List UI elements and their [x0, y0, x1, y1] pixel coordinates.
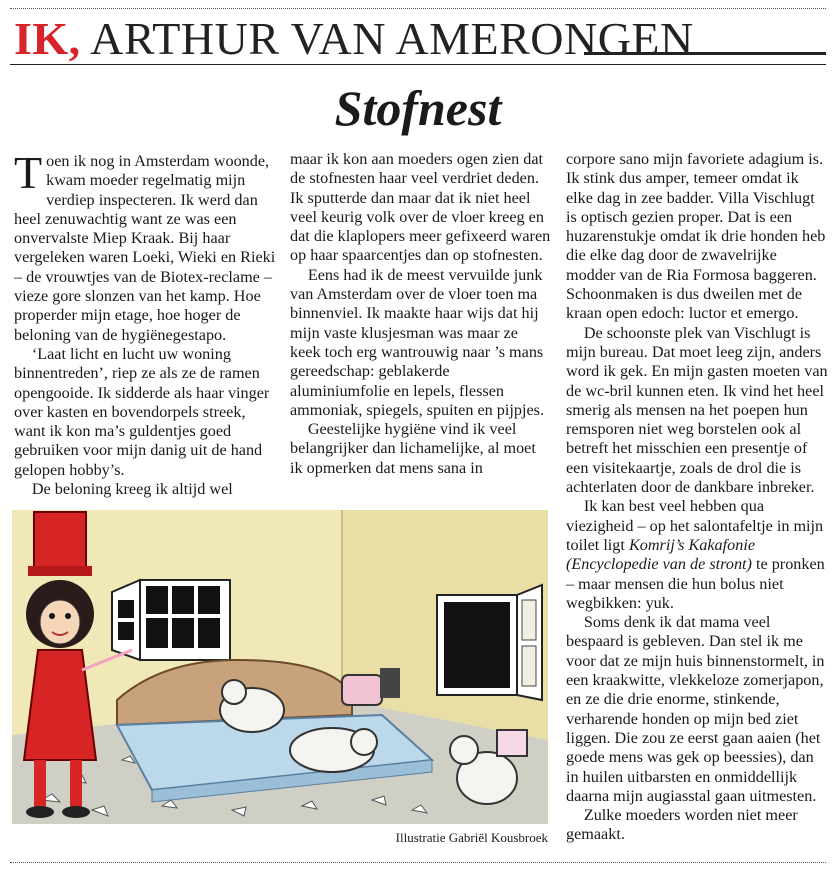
paragraph: oen ik nog in Amsterdam woonde, kwam moeder regelmatig mijn verdiep inspecteren. Ik werd dan heel zenuwachtig want ze was een onvervalste Miep Kraak. Bij haar vergeleken waren Loeki, Wieki en Rieki – de vrouwtjes van de Biotex-reclame – vieze gore slonzen van het kamp. Hoe properder mijn etage, hoe hoger de beloning van de hygiënegestapo.	[14, 152, 276, 344]
paragraph: Soms denk ik dat mama veel bespaard is gebleven. Dan stel ik me voor dat ze mijn huis binnenstormelt, in een kraakwitte, vlekkeloze zomerjapon, en ze die drie enorme, stinkende, verharende honden op mijn bed ziet liggen. Die zou ze eerst gaan aaien (het goede mens was gek op beessies), dan in huilen uitbarsten en onmiddellijk daarna mijn augiasstal gaan uitmesten.	[566, 613, 825, 805]
paragraph: corpore sano mijn favoriete adagium is. Ik stink dus amper, temeer omdat ik elke dag in zee badder. Villa Vischlugt is optisch gezien proper. Dat is een huzarenstukje omdat ik drie honden heb die elke dag door de zwavelrijke modder van de Ria Formosa baggeren. Schoonmaken is dus dweilen met de kraan open edoch: luctor et emergo.	[566, 150, 826, 323]
paragraph-text: Ik kan best veel hebben qua viezigheid – op het salontafeltje in mijn toilet ligt	[566, 497, 824, 554]
window-icon	[437, 585, 542, 700]
article-headline: Stofnest	[334, 80, 502, 136]
text-column-1	[14, 147, 276, 499]
text-column-2	[290, 150, 552, 478]
paragraph: Zulke moeders worden niet meer gemaakt.	[566, 806, 798, 844]
column-title	[14, 14, 694, 64]
header-rule	[584, 52, 826, 55]
paragraph: De beloning kreeg ik altijd wel	[31, 480, 233, 499]
window-icon	[112, 580, 230, 660]
drop-cap: T	[14, 147, 43, 198]
header-top-rule	[10, 8, 826, 9]
author-name: ARTHUR VAN AMERONGEN	[90, 13, 694, 64]
book-title: Komrij’s Kakafonie (Encyclopedie van de stront)	[566, 535, 756, 574]
illustration-caption: Illustratie Gabriël Kousbroek	[395, 830, 548, 845]
illustration-drawing	[12, 510, 548, 824]
text-column-3	[566, 150, 828, 845]
paragraph: ‘Laat licht en lucht uw woning binnentreden’, riep ze als ze de ramen opengooide. Ik sidderde als haar vinger over kasten en bovendorpels streek, want ik kon ma’s guldentjes goed gebruiken voor mijn danig uit de hand gelopen hobby’s.	[14, 344, 270, 479]
paragraph: De schoonste plek van Vischlugt is mijn bureau. Dat moet leeg zijn, anders word ik gek. En mijn gasten moeten van de wc-bril kunnen eten. Ik vind het heel smerig als mensen na het poepen hun remsporen niet weg borstelen ook al betreft het misschien een presentje of een visitekaartje, zoals de drol die is achterlaten door de dankbare inbreker.	[566, 323, 828, 497]
picture-frame-icon	[497, 730, 527, 756]
illustration	[12, 510, 548, 824]
header-bottom-rule	[10, 64, 826, 65]
paragraph: maar ik kon aan moeders ogen zien dat de stofnesten haar veel verdriet deden. Ik sputterde dan maar dat ik niet heel veel keurig volk over de vloer kreeg en dat die klaplopers meer gefixeerd waren op haar spaarcentjes dan op stofnesten.	[290, 150, 551, 265]
column-label: IK,	[14, 13, 81, 64]
paragraph-text: te pronken – maar mensen die hun bolus niet wegbikken: yuk.	[566, 555, 825, 612]
footer-rule	[10, 862, 826, 863]
paragraph: Eens had ik de meest vervuilde junk van Amsterdam over de vloer toen ma binnenviel. Ik maakte haar wijs dat hij mijn vaste klusjesman was maar ze keek toch erg wantrouwig naar ’s mans gereedschap: geblakerde aluminiumfolie en lepels, flessen ammoniak, spiegels, spuiten en pijpjes.	[290, 265, 545, 419]
paragraph	[566, 497, 828, 613]
page-header	[10, 8, 826, 64]
paragraph: Geestelijke hygiëne vind ik veel belangrijker dan lichamelijke, al moet ik opmerken dat mens sana in	[290, 420, 536, 477]
